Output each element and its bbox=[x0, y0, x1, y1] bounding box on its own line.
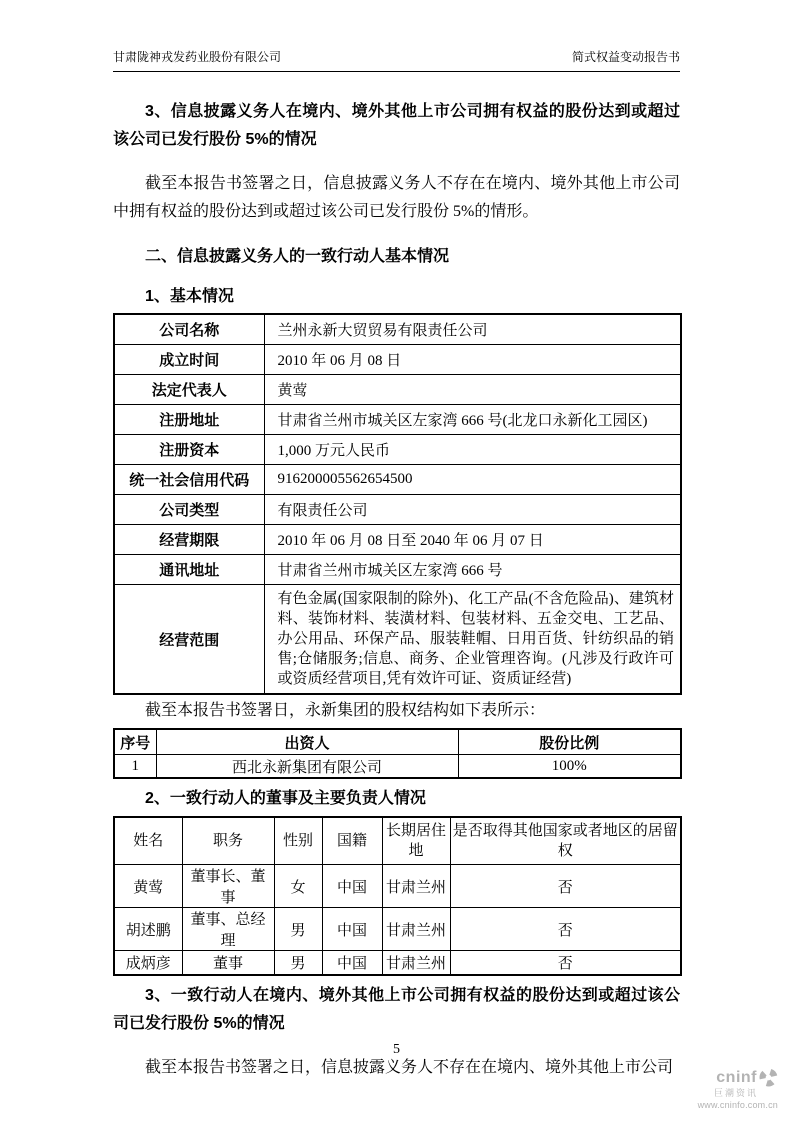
table-row bbox=[114, 525, 681, 555]
column-header: 出资人 bbox=[156, 729, 458, 755]
heading-section-two: 二、信息披露义务人的一致行动人基本情况 bbox=[145, 248, 450, 265]
row-label: 经营期限 bbox=[114, 525, 264, 555]
column-header: 姓名 bbox=[114, 817, 182, 865]
row-label: 公司类型 bbox=[114, 495, 264, 525]
row-label: 法定代表人 bbox=[114, 375, 264, 405]
row-value: 2010 年 06 月 08 日至 2040 年 06 月 07 日 bbox=[264, 525, 681, 555]
column-header: 股份比例 bbox=[458, 729, 681, 755]
table-row bbox=[114, 465, 681, 495]
cell-gender: 男 bbox=[274, 908, 322, 951]
cell-nationality: 中国 bbox=[322, 908, 382, 951]
header-company-name: 甘肃陇神戎发药业股份有限公司 bbox=[113, 50, 282, 64]
row-label: 经营范围 bbox=[114, 585, 264, 695]
table-row bbox=[114, 314, 681, 345]
cell-residence: 甘肃兰州 bbox=[382, 951, 450, 976]
table-row bbox=[114, 435, 681, 465]
equity-structure-table bbox=[113, 728, 682, 779]
cell-share-ratio: 100% bbox=[458, 755, 681, 779]
cell-other-residency: 否 bbox=[450, 908, 681, 951]
column-header: 序号 bbox=[114, 729, 156, 755]
row-value: 916200005562654500 bbox=[264, 465, 681, 495]
cell-position: 董事、总经理 bbox=[182, 908, 274, 951]
table-row bbox=[114, 495, 681, 525]
cell-nationality: 中国 bbox=[322, 865, 382, 908]
cell-position: 董事长、董事 bbox=[182, 865, 274, 908]
cell-residence: 甘肃兰州 bbox=[382, 865, 450, 908]
row-label: 公司名称 bbox=[114, 314, 264, 345]
row-value: 2010 年 06 月 08 日 bbox=[264, 345, 681, 375]
paragraph-no-other-holdings: 截至本报告书签署之日，信息披露义务人不存在在境内、境外其他上市公司中拥有权益的股份达到或超过该公司已发行股份 5%的情形。 bbox=[113, 175, 680, 220]
heading-other-listed-companies: 3、信息披露义务人在境内、境外其他上市公司拥有权益的股份达到或超过该公司已发行股份 5%的情况 bbox=[113, 103, 680, 148]
directors-table bbox=[113, 816, 682, 976]
heading-basic-info: 1、基本情况 bbox=[145, 288, 234, 305]
row-label: 统一社会信用代码 bbox=[114, 465, 264, 495]
table-row bbox=[114, 585, 681, 695]
table-row bbox=[114, 951, 681, 976]
heading-concerted-parties-other-companies: 3、一致行动人在境内、境外其他上市公司拥有权益的股份达到或超过该公司已发行股份 5%的情况 bbox=[113, 987, 680, 1032]
row-value: 1,000 万元人民币 bbox=[264, 435, 681, 465]
heading-directors: 2、一致行动人的董事及主要负责人情况 bbox=[145, 790, 426, 807]
table-row bbox=[114, 375, 681, 405]
basic-info-table bbox=[113, 313, 682, 695]
cell-name: 成炳彦 bbox=[114, 951, 182, 976]
cell-name: 胡述鹏 bbox=[114, 908, 182, 951]
table-row bbox=[114, 345, 681, 375]
row-value: 甘肃省兰州市城关区左家湾 666 号 bbox=[264, 555, 681, 585]
row-label: 注册资本 bbox=[114, 435, 264, 465]
table-header-row bbox=[114, 729, 681, 755]
equity-intro-paragraph: 截至本报告书签署日，永新集团的股权结构如下表所示： bbox=[145, 702, 546, 719]
row-label: 通讯地址 bbox=[114, 555, 264, 585]
cell-residence: 甘肃兰州 bbox=[382, 908, 450, 951]
cninfo-logo-text: cninf bbox=[716, 1068, 757, 1086]
cell-name: 黄莺 bbox=[114, 865, 182, 908]
column-header: 长期居住地 bbox=[382, 817, 450, 865]
cell-other-residency: 否 bbox=[450, 951, 681, 976]
row-value: 有色金属(国家限制的除外)、化工产品(不含危险品)、建筑材料、装饰材料、装潢材料、包装材料、五金交电、工艺品、办公用品、环保产品、服装鞋帽、日用百货、针纺织品的销售;仓储服务;信息、商务、企业管理咨询。(凡涉及行政许可或资质经营项目,凭有效许可证、资质证经营) bbox=[264, 585, 681, 695]
row-value: 甘肃省兰州市城关区左家湾 666 号(北龙口永新化工园区) bbox=[264, 405, 681, 435]
column-header: 职务 bbox=[182, 817, 274, 865]
table-header-row bbox=[114, 817, 681, 865]
table-row bbox=[114, 865, 681, 908]
row-label: 成立时间 bbox=[114, 345, 264, 375]
table-row bbox=[114, 555, 681, 585]
header-doc-title: 简式权益变动报告书 bbox=[571, 50, 680, 64]
cell-other-residency: 否 bbox=[450, 865, 681, 908]
row-value: 有限责任公司 bbox=[264, 495, 681, 525]
row-value: 兰州永新大贸贸易有限责任公司 bbox=[264, 314, 681, 345]
column-header: 性别 bbox=[274, 817, 322, 865]
cell-gender: 女 bbox=[274, 865, 322, 908]
column-header: 是否取得其他国家或者地区的居留权 bbox=[450, 817, 681, 865]
page-number: 5 bbox=[393, 1042, 400, 1057]
cell-investor: 西北永新集团有限公司 bbox=[156, 755, 458, 779]
cell-gender: 男 bbox=[274, 951, 322, 976]
row-value: 黄莺 bbox=[264, 375, 681, 405]
table-row bbox=[114, 908, 681, 951]
cninfo-logo bbox=[688, 1068, 778, 1111]
table-row bbox=[114, 405, 681, 435]
cell-nationality: 中国 bbox=[322, 951, 382, 976]
cninfo-swirl-icon bbox=[759, 1068, 778, 1087]
table-row bbox=[114, 755, 681, 779]
cell-index: 1 bbox=[114, 755, 156, 779]
cninfo-chinese-name: 巨潮资讯 bbox=[713, 1088, 758, 1098]
page-header bbox=[113, 0, 680, 72]
closing-paragraph: 截至本报告书签署之日，信息披露义务人不存在在境内、境外其他上市公司 bbox=[145, 1059, 674, 1076]
column-header: 国籍 bbox=[322, 817, 382, 865]
row-label: 注册地址 bbox=[114, 405, 264, 435]
document-page bbox=[113, 0, 680, 1082]
cninfo-url: www.cninfo.com.cn bbox=[697, 1100, 778, 1110]
cell-position: 董事 bbox=[182, 951, 274, 976]
